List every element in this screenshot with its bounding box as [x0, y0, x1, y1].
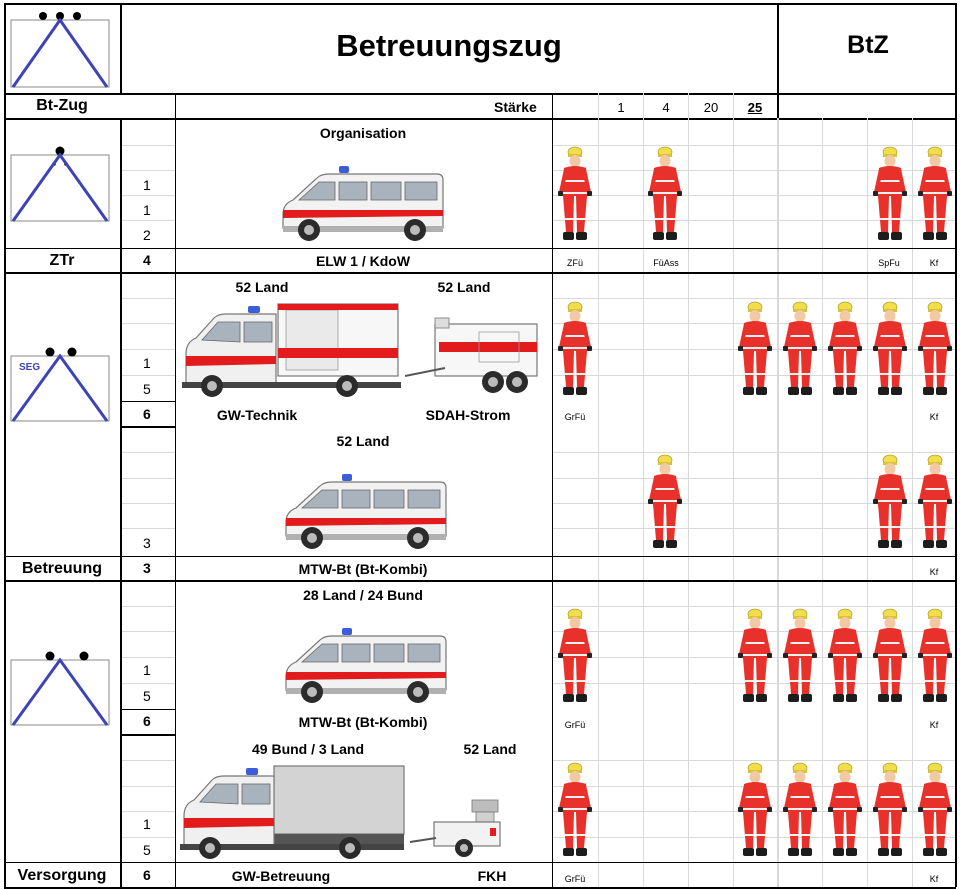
- strength-total: 25: [747, 100, 763, 115]
- count-subleader: 1: [143, 202, 151, 218]
- firefighter-icon: [557, 608, 593, 704]
- role-label: GrFü: [564, 412, 586, 422]
- count-total: 6: [143, 406, 151, 422]
- firefighter-icon: [917, 454, 953, 550]
- funding-label: 52 Land: [336, 433, 390, 449]
- firefighter-icon: [827, 301, 863, 397]
- vehicle-name: ELW 1 / KdoW: [315, 253, 411, 269]
- count-crew: 5: [143, 842, 151, 858]
- funding-label: 28 Land / 24 Bund: [303, 587, 423, 603]
- role-label: GrFü: [564, 720, 586, 730]
- mtw-van-icon: [280, 470, 450, 552]
- firefighter-icon: [827, 762, 863, 858]
- count-leader: 1: [143, 816, 151, 832]
- role-label: Kf: [929, 874, 939, 884]
- seg-symbol-icon: [10, 344, 112, 424]
- firefighter-icon: [782, 301, 818, 397]
- count-leader: 1: [143, 177, 151, 193]
- unit-abbreviation: BtZ: [847, 31, 889, 59]
- firefighter-icon: [737, 608, 773, 704]
- strength-value: 1: [617, 100, 625, 115]
- mtw-van-icon: [280, 624, 450, 706]
- firefighter-icon: [557, 301, 593, 397]
- firefighter-icon: [782, 762, 818, 858]
- power-trailer-icon: [405, 316, 541, 396]
- command-van-icon: [277, 162, 447, 244]
- funding-label: 52 Land: [437, 279, 491, 295]
- strength-value: 4: [662, 100, 670, 115]
- gw-technik-truck-icon: [182, 302, 407, 398]
- firefighter-icon: [557, 146, 593, 242]
- row-label-versorgung: Versorgung: [17, 867, 107, 884]
- firefighter-icon: [557, 762, 593, 858]
- firefighter-icon: [917, 146, 953, 242]
- firefighter-icon: [872, 608, 908, 704]
- firefighter-icon: [917, 608, 953, 704]
- firefighter-icon: [647, 454, 683, 550]
- caption-organisation: Organisation: [319, 125, 407, 141]
- count-crew: 2: [143, 227, 151, 243]
- field-kitchen-trailer-icon: [410, 798, 505, 860]
- page-title: Betreuungszug: [336, 28, 562, 63]
- vehicle-name: MTW-Bt (Bt-Kombi): [298, 714, 428, 730]
- vehicle-name: GW-Technik: [216, 407, 298, 423]
- role-label: Kf: [929, 412, 939, 422]
- platoon-symbol-icon: [10, 8, 112, 90]
- firefighter-icon: [917, 301, 953, 397]
- funding-label: 49 Bund / 3 Land: [251, 741, 365, 757]
- seg-label: SEG: [19, 362, 41, 373]
- vehicle-name: FKH: [477, 868, 507, 884]
- vehicle-name: SDAH-Strom: [425, 407, 511, 423]
- count-total: 4: [143, 252, 151, 268]
- row-label-betreuung: Betreuung: [22, 560, 102, 577]
- vehicle-name: GW-Betreuung: [231, 868, 331, 884]
- firefighter-icon: [827, 608, 863, 704]
- row-label-ztr: ZTr: [49, 252, 75, 269]
- firefighter-icon: [917, 762, 953, 858]
- role-label: Kf: [929, 258, 939, 268]
- count-leader: 1: [143, 355, 151, 371]
- role-label: SpFu: [878, 258, 900, 268]
- funding-label: 52 Land: [235, 279, 289, 295]
- count-crew: 5: [143, 381, 151, 397]
- role-label: GrFü: [564, 874, 586, 884]
- funding-label: 52 Land: [463, 741, 517, 757]
- count-leader: 1: [143, 662, 151, 678]
- count-crew: 3: [143, 535, 151, 551]
- troop-leader-symbol-icon: [10, 143, 112, 225]
- firefighter-icon: [647, 146, 683, 242]
- role-label: Kf: [929, 567, 939, 577]
- count-crew: 5: [143, 688, 151, 704]
- firefighter-icon: [872, 454, 908, 550]
- vehicle-name: MTW-Bt (Bt-Kombi): [298, 561, 428, 577]
- firefighter-icon: [782, 608, 818, 704]
- versorgung-symbol-icon: [10, 648, 112, 728]
- strength-label: Stärke: [494, 99, 537, 115]
- count-total: 6: [143, 867, 151, 883]
- count-total: 3: [143, 560, 151, 576]
- firefighter-icon: [872, 301, 908, 397]
- role-label: FüAss: [653, 258, 679, 268]
- row-label-bt-zug: Bt-Zug: [36, 97, 88, 114]
- firefighter-icon: [737, 762, 773, 858]
- gw-betreuung-truck-icon: [180, 764, 410, 860]
- firefighter-icon: [872, 146, 908, 242]
- role-label: Kf: [929, 720, 939, 730]
- strength-value: 20: [703, 100, 719, 115]
- firefighter-icon: [872, 762, 908, 858]
- count-total: 6: [143, 713, 151, 729]
- role-label: ZFü: [566, 258, 584, 268]
- firefighter-icon: [737, 301, 773, 397]
